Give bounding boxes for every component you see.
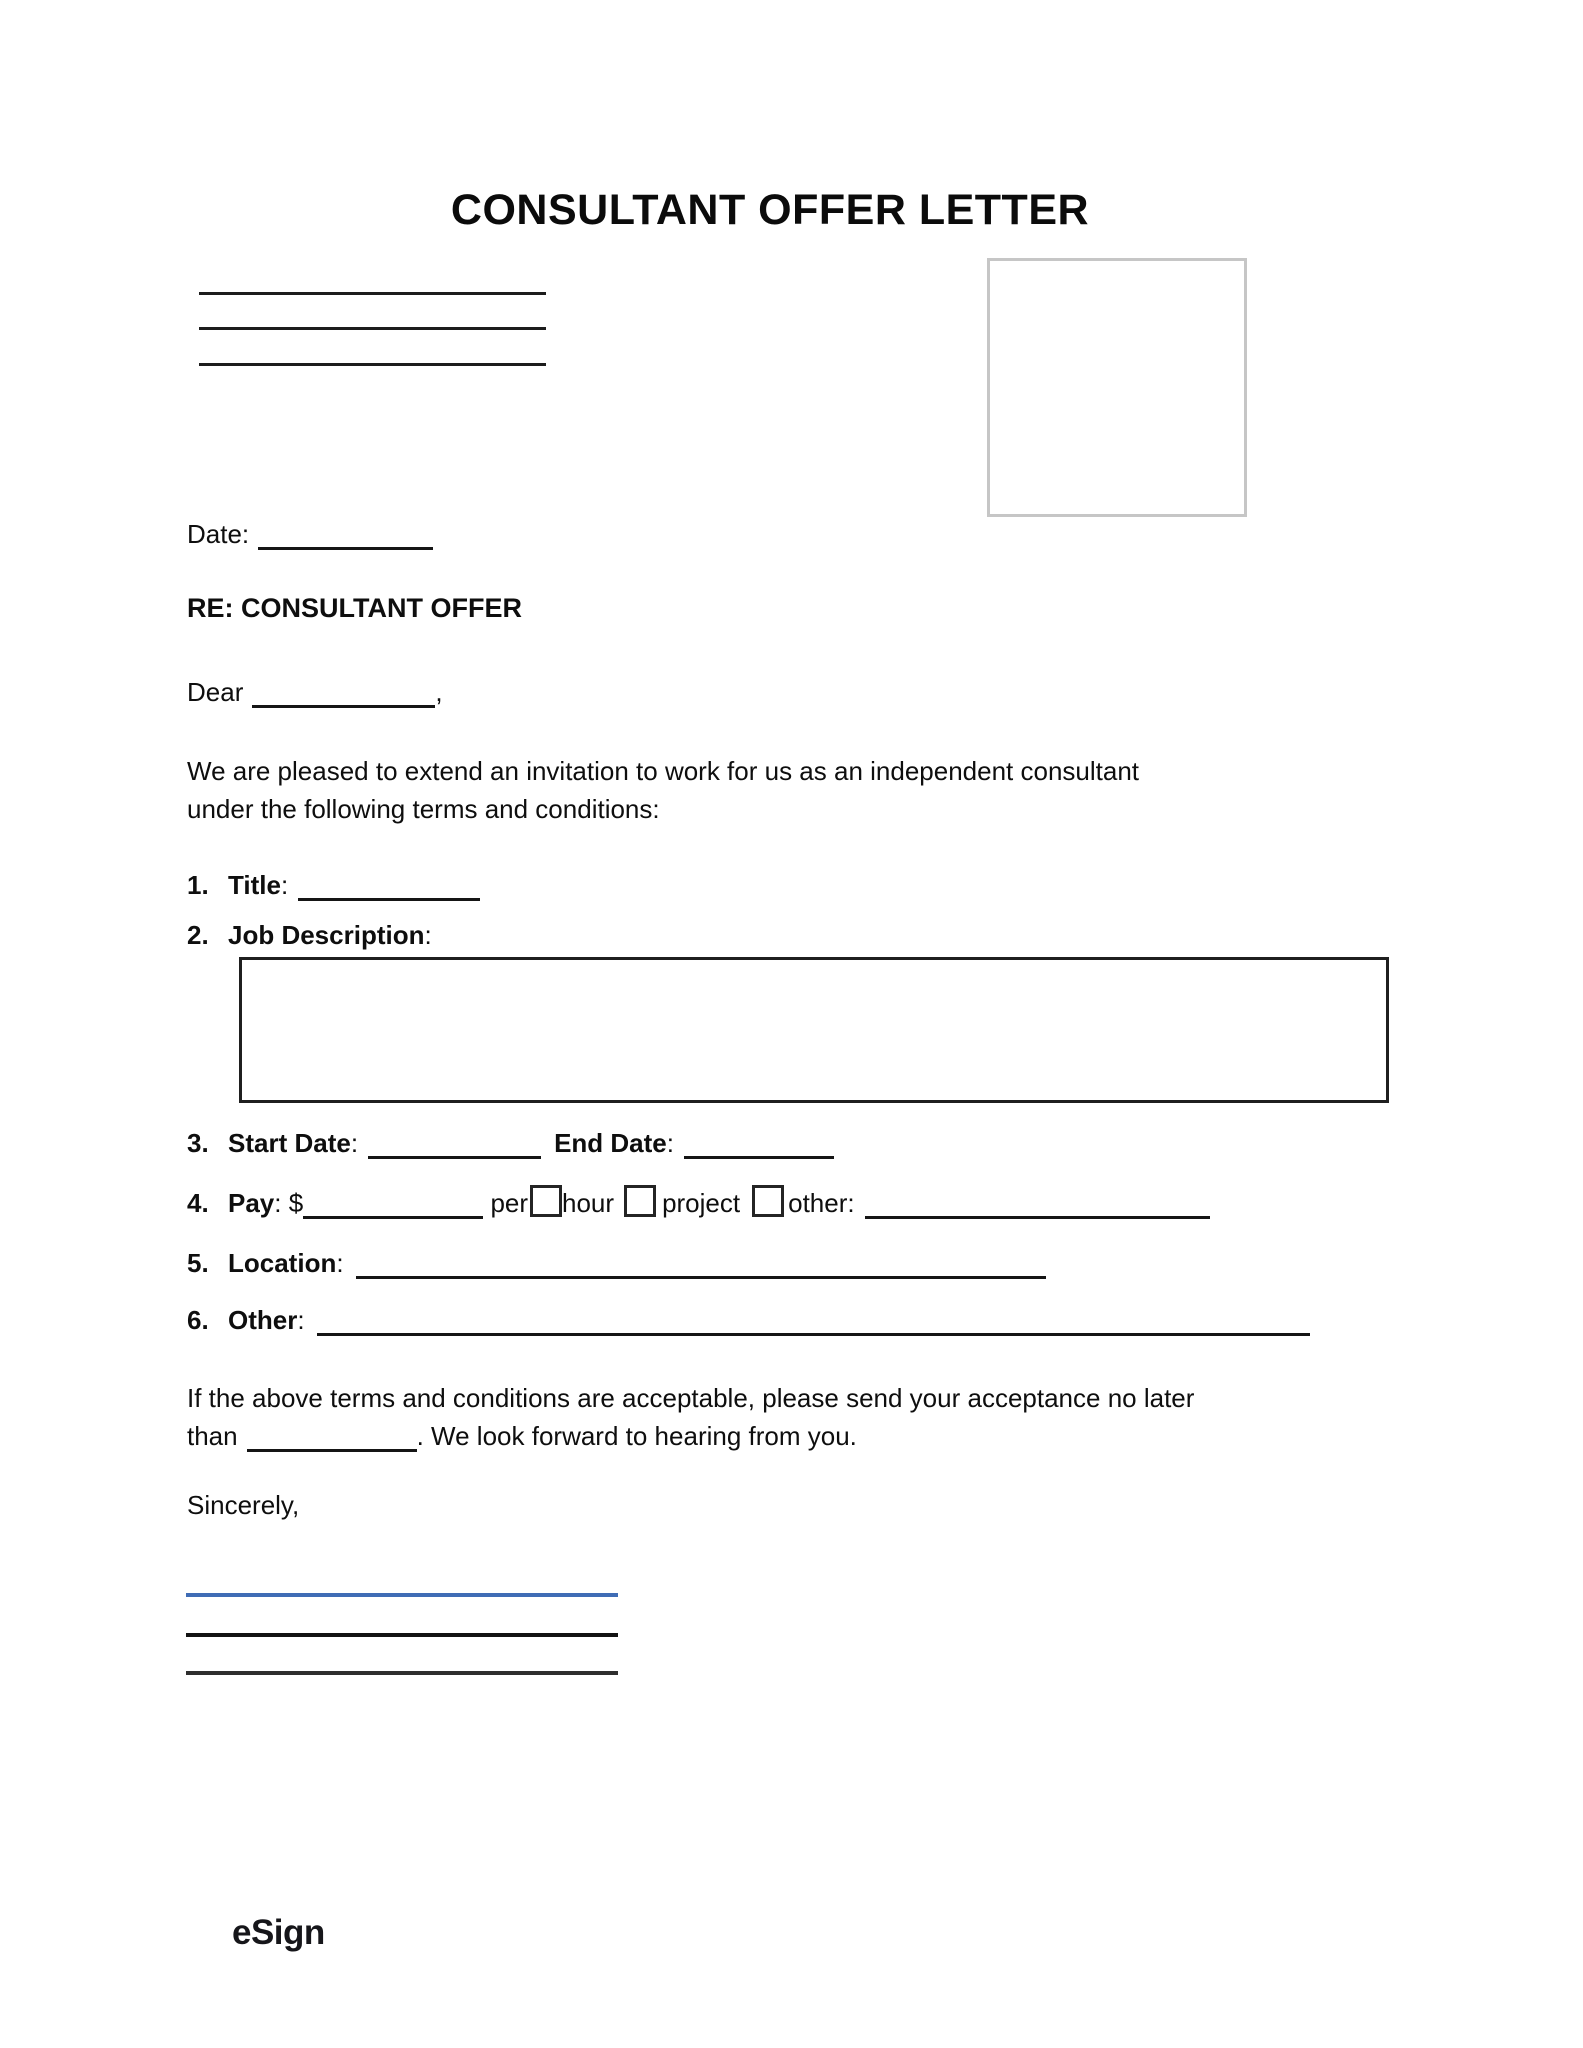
per-label: per (490, 1188, 529, 1218)
currency-symbol: $ (288, 1188, 304, 1218)
intro-line-2: under the following terms and conditions: (187, 794, 660, 824)
item-number: 2. (187, 920, 209, 950)
end-date-label: End Date (554, 1128, 667, 1158)
item-number: 3. (187, 1128, 209, 1158)
list-item-pay: 4. Pay: $ per hour project other: (187, 1184, 1210, 1222)
esign-logo: eSign (232, 1913, 325, 1952)
closing-paragraph (187, 1379, 1194, 1455)
pay-amount-blank-field[interactable] (303, 1190, 483, 1219)
item-label: Title (228, 870, 281, 900)
pay-hour-checkbox[interactable] (530, 1185, 562, 1217)
signoff: Sincerely, (187, 1490, 300, 1520)
page-title: CONSULTANT OFFER LETTER (450, 186, 1090, 234)
list-item-dates: 3. Start Date: End Date: (187, 1124, 834, 1162)
date-blank-field[interactable] (258, 521, 433, 550)
other-label: Other (228, 1305, 298, 1335)
location-label: Location (228, 1248, 337, 1278)
pay-label: Pay (228, 1188, 275, 1218)
pay-project-checkbox[interactable] (624, 1185, 656, 1217)
list-item-location: 5. Location: (187, 1244, 1046, 1282)
other-blank-field[interactable] (317, 1307, 1310, 1336)
date-label: Date: (187, 519, 250, 549)
pay-other-checkbox[interactable] (752, 1185, 784, 1217)
closing-line-2: than . We look forward to hearing from you. (187, 1421, 857, 1451)
job-description-box[interactable] (239, 957, 1389, 1103)
date-row (187, 515, 433, 553)
list-item-other: 6. Other: (187, 1301, 1310, 1339)
salutation-label: Dear (187, 677, 244, 707)
company-logo-placeholder (987, 258, 1247, 517)
location-blank-field[interactable] (356, 1250, 1046, 1279)
title-blank-field[interactable] (298, 872, 480, 901)
start-date-label: Start Date (228, 1128, 351, 1158)
sender-info-blank-line-2[interactable] (199, 327, 546, 330)
list-item-title: 1. Title: (187, 866, 480, 904)
acceptance-deadline-blank-field[interactable] (247, 1423, 417, 1452)
subject-line: RE: CONSULTANT OFFER (187, 593, 522, 623)
salutation-comma: , (435, 677, 443, 707)
start-date-blank-field[interactable] (368, 1130, 541, 1159)
signature-line[interactable] (186, 1593, 618, 1597)
other-option-label: other: (788, 1188, 855, 1218)
item-number: 6. (187, 1305, 209, 1335)
signer-title-line[interactable] (186, 1671, 618, 1675)
signer-name-line[interactable] (186, 1633, 618, 1637)
sender-info-blank-line-3[interactable] (199, 363, 546, 366)
end-date-blank-field[interactable] (684, 1130, 834, 1159)
pay-other-blank-field[interactable] (865, 1190, 1210, 1219)
item-number: 5. (187, 1248, 209, 1278)
recipient-name-blank[interactable] (252, 679, 435, 708)
hour-option-label: hour (562, 1188, 615, 1218)
intro-line-1: We are pleased to extend an invitation to work for us as an independent consultant (187, 756, 1140, 786)
salutation-row (187, 673, 443, 711)
sender-info-blank-line-1[interactable] (199, 292, 546, 295)
list-item-job-description: 2. Job Description: (187, 916, 432, 954)
item-label: Job Description (228, 920, 425, 950)
intro-paragraph (187, 752, 1139, 828)
item-number: 4. (187, 1188, 209, 1218)
closing-line-1: If the above terms and conditions are acceptable, please send your acceptance no later (187, 1383, 1195, 1413)
item-number: 1. (187, 870, 209, 900)
project-option-label: project (662, 1188, 741, 1218)
